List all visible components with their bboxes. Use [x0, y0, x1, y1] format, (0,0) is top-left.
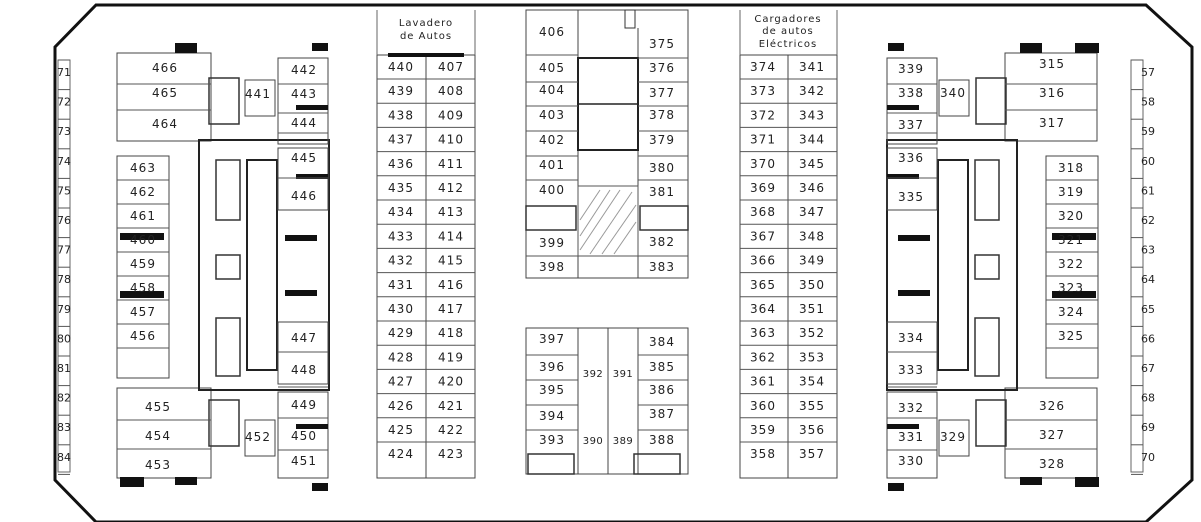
- parking-space-379: 379: [649, 133, 675, 147]
- parking-space-445: 445: [291, 151, 317, 165]
- parking-space-442: 442: [291, 63, 317, 77]
- parking-space-408: 408: [438, 84, 464, 99]
- parking-space-386: 386: [649, 383, 675, 397]
- parking-space-444: 444: [291, 116, 317, 130]
- parking-space-380: 380: [649, 161, 675, 175]
- parking-space-443: 443: [291, 87, 317, 101]
- parking-space-405: 405: [539, 61, 565, 75]
- car-wash-title-line-2: de Autos: [399, 31, 453, 42]
- parking-space-342: 342: [799, 84, 825, 99]
- parking-space-317: 317: [1039, 116, 1065, 130]
- parking-space-427: 427: [388, 374, 414, 389]
- parking-space-461: 461: [130, 209, 156, 223]
- parking-space-394: 394: [539, 409, 565, 423]
- car-wash-header: [399, 18, 453, 42]
- parking-space-355: 355: [799, 398, 825, 413]
- parking-space-404: 404: [539, 83, 565, 97]
- parking-space-384: 384: [649, 335, 675, 349]
- parking-space-455: 455: [145, 400, 171, 414]
- edge-number-83: 83: [57, 421, 71, 435]
- edge-number-76: 76: [57, 214, 71, 227]
- parking-space-340: 340: [940, 86, 966, 100]
- edge-number-75: 75: [57, 184, 71, 198]
- edge-number-65: 65: [1141, 302, 1155, 316]
- parking-space-354: 354: [799, 374, 825, 389]
- parking-space-406: 406: [539, 25, 565, 39]
- parking-space-348: 348: [799, 229, 825, 244]
- edge-number-77: 77: [57, 243, 71, 257]
- parking-space-413: 413: [438, 205, 464, 220]
- parking-space-437: 437: [388, 132, 414, 147]
- parking-space-322: 322: [1058, 257, 1084, 271]
- parking-space-400: 400: [539, 183, 565, 197]
- parking-space-341: 341: [799, 60, 825, 74]
- parking-space-414: 414: [438, 229, 464, 244]
- parking-space-407: 407: [438, 60, 464, 74]
- parking-space-434: 434: [388, 205, 414, 220]
- parking-space-403: 403: [539, 108, 565, 122]
- parking-space-412: 412: [438, 181, 464, 195]
- parking-space-325: 325: [1058, 329, 1084, 343]
- space-dividers: [58, 55, 1143, 474]
- parking-space-351: 351: [799, 302, 825, 316]
- parking-space-420: 420: [438, 374, 464, 389]
- parking-space-324: 324: [1058, 305, 1084, 319]
- parking-space-429: 429: [388, 326, 414, 341]
- parking-space-397: 397: [539, 332, 565, 346]
- parking-space-378: 378: [649, 108, 675, 122]
- parking-space-381: 381: [649, 185, 675, 199]
- parking-space-359: 359: [750, 423, 776, 437]
- parking-space-423: 423: [438, 447, 464, 462]
- chargers-title-line-3: Eléctricos: [758, 39, 818, 50]
- parking-space-391: 391: [612, 369, 634, 380]
- parking-space-410: 410: [438, 132, 464, 147]
- parking-space-377: 377: [649, 86, 675, 100]
- parking-space-425: 425: [388, 423, 414, 437]
- parking-space-331: 331: [898, 430, 924, 444]
- edge-number-64: 64: [1141, 273, 1155, 287]
- parking-space-435: 435: [388, 181, 414, 195]
- parking-space-362: 362: [750, 350, 776, 365]
- edge-number-58: 58: [1141, 95, 1155, 109]
- edge-number-63: 63: [1141, 243, 1155, 257]
- parking-space-321: 321: [1058, 233, 1084, 247]
- parking-space-399: 399: [539, 236, 565, 250]
- edge-number-78: 78: [57, 273, 71, 287]
- edge-number-73: 73: [57, 125, 71, 139]
- parking-space-464: 464: [152, 117, 178, 131]
- parking-space-336: 336: [898, 151, 924, 165]
- parking-space-417: 417: [438, 302, 464, 316]
- parking-space-463: 463: [130, 161, 156, 175]
- parking-space-449: 449: [291, 398, 317, 412]
- edge-number-79: 79: [57, 302, 71, 316]
- parking-space-315: 315: [1039, 57, 1065, 71]
- parking-space-367: 367: [750, 229, 776, 244]
- parking-space-396: 396: [539, 360, 565, 374]
- parking-space-458: 458: [130, 281, 156, 295]
- parking-space-436: 436: [388, 156, 414, 171]
- parking-space-376: 376: [649, 61, 675, 75]
- edge-number-71: 71: [57, 66, 71, 79]
- parking-space-448: 448: [291, 363, 317, 377]
- parking-space-326: 326: [1039, 399, 1065, 413]
- parking-space-460: 460: [130, 233, 156, 247]
- edge-number-69: 69: [1141, 421, 1155, 435]
- parking-space-389: 389: [612, 436, 634, 447]
- parking-space-373: 373: [750, 84, 776, 99]
- parking-space-428: 428: [388, 350, 414, 365]
- parking-space-439: 439: [388, 84, 414, 99]
- parking-space-382: 382: [649, 235, 675, 249]
- parking-space-432: 432: [388, 253, 414, 268]
- parking-space-338: 338: [898, 86, 924, 100]
- parking-space-316: 316: [1039, 86, 1065, 100]
- parking-space-456: 456: [130, 329, 156, 343]
- parking-space-387: 387: [649, 407, 675, 421]
- parking-space-465: 465: [152, 86, 178, 100]
- parking-space-430: 430: [388, 302, 414, 316]
- parking-space-337: 337: [898, 118, 924, 132]
- edge-number-72: 72: [57, 95, 71, 109]
- parking-space-424: 424: [388, 447, 414, 462]
- parking-space-385: 385: [649, 360, 675, 374]
- parking-space-415: 415: [438, 253, 464, 268]
- parking-space-363: 363: [750, 326, 776, 341]
- parking-space-402: 402: [539, 133, 565, 147]
- parking-space-368: 368: [750, 205, 776, 220]
- parking-space-388: 388: [649, 433, 675, 447]
- parking-space-356: 356: [799, 423, 825, 437]
- chargers-header: [754, 14, 821, 50]
- edge-ladders: [58, 60, 1143, 472]
- parking-space-393: 393: [539, 433, 565, 447]
- parking-space-319: 319: [1058, 185, 1084, 199]
- edge-number-70: 70: [1141, 450, 1155, 464]
- parking-space-349: 349: [799, 253, 825, 268]
- chargers-title-line-2: de autos: [762, 26, 814, 37]
- parking-space-320: 320: [1058, 209, 1084, 223]
- edge-number-60: 60: [1141, 154, 1155, 168]
- parking-space-409: 409: [438, 108, 464, 123]
- edge-number-74: 74: [57, 154, 71, 168]
- edge-number-62: 62: [1141, 214, 1155, 227]
- parking-space-398: 398: [539, 260, 565, 274]
- parking-space-457: 457: [130, 305, 156, 319]
- parking-space-383: 383: [649, 260, 675, 274]
- parking-space-370: 370: [750, 156, 776, 171]
- parking-space-334: 334: [898, 331, 924, 345]
- parking-space-344: 344: [799, 132, 825, 147]
- parking-space-438: 438: [388, 108, 414, 123]
- parking-space-411: 411: [438, 156, 464, 171]
- parking-space-360: 360: [750, 398, 776, 413]
- edge-number-84: 84: [57, 450, 71, 464]
- parking-space-451: 451: [291, 454, 317, 468]
- parking-space-422: 422: [438, 423, 464, 437]
- parking-space-327: 327: [1039, 428, 1065, 442]
- parking-space-335: 335: [898, 190, 924, 204]
- parking-space-357: 357: [799, 447, 825, 462]
- edge-number-57: 57: [1141, 66, 1155, 79]
- parking-space-371: 371: [750, 132, 776, 147]
- parking-space-440: 440: [388, 60, 414, 74]
- parking-space-416: 416: [438, 277, 464, 292]
- parking-space-345: 345: [799, 156, 825, 171]
- parking-space-433: 433: [388, 229, 414, 244]
- edge-number-66: 66: [1141, 332, 1155, 346]
- parking-space-447: 447: [291, 331, 317, 345]
- edge-number-68: 68: [1141, 391, 1155, 405]
- chargers-title-line-1: Cargadores: [754, 14, 822, 25]
- parking-space-374: 374: [750, 60, 776, 74]
- edge-number-59: 59: [1141, 125, 1155, 139]
- parking-space-421: 421: [438, 398, 464, 413]
- edge-number-61: 61: [1141, 184, 1155, 198]
- parking-space-372: 372: [750, 108, 776, 123]
- parking-space-339: 339: [898, 62, 924, 76]
- parking-space-401: 401: [539, 158, 565, 172]
- parking-space-452: 452: [245, 430, 271, 444]
- parking-space-318: 318: [1058, 161, 1084, 175]
- parking-space-366: 366: [750, 253, 776, 268]
- edge-number-81: 81: [57, 362, 71, 375]
- parking-space-353: 353: [799, 350, 825, 365]
- parking-space-358: 358: [750, 447, 776, 462]
- parking-space-369: 369: [750, 181, 776, 195]
- parking-space-364: 364: [750, 302, 776, 316]
- parking-space-392: 392: [582, 369, 604, 380]
- parking-space-453: 453: [145, 458, 171, 472]
- parking-space-347: 347: [799, 205, 825, 220]
- parking-space-365: 365: [750, 277, 776, 292]
- parking-space-375: 375: [649, 37, 675, 51]
- parking-space-462: 462: [130, 185, 156, 199]
- parking-space-330: 330: [898, 454, 924, 468]
- parking-space-466: 466: [152, 61, 178, 75]
- parking-space-332: 332: [898, 401, 924, 415]
- parking-space-419: 419: [438, 350, 464, 365]
- parking-space-328: 328: [1039, 457, 1065, 471]
- parking-space-333: 333: [898, 363, 924, 377]
- parking-space-390: 390: [582, 436, 604, 447]
- parking-space-459: 459: [130, 257, 156, 271]
- car-wash-title-line-1: Lavadero: [398, 18, 454, 29]
- parking-space-450: 450: [291, 429, 317, 443]
- parking-space-352: 352: [799, 326, 825, 341]
- parking-space-350: 350: [799, 277, 825, 292]
- parking-space-323: 323: [1058, 281, 1084, 295]
- parking-space-346: 346: [799, 181, 825, 195]
- parking-space-361: 361: [750, 374, 776, 389]
- parking-space-329: 329: [940, 430, 966, 444]
- parking-space-441: 441: [245, 87, 271, 101]
- parking-space-395: 395: [539, 383, 565, 397]
- parking-space-431: 431: [388, 277, 414, 292]
- parking-space-418: 418: [438, 326, 464, 341]
- edge-number-67: 67: [1141, 362, 1155, 375]
- parking-space-454: 454: [145, 429, 171, 443]
- parking-space-343: 343: [799, 108, 825, 123]
- parking-space-426: 426: [388, 398, 414, 413]
- parking-space-446: 446: [291, 189, 317, 203]
- edge-number-82: 82: [57, 391, 71, 405]
- edge-number-80: 80: [57, 332, 71, 346]
